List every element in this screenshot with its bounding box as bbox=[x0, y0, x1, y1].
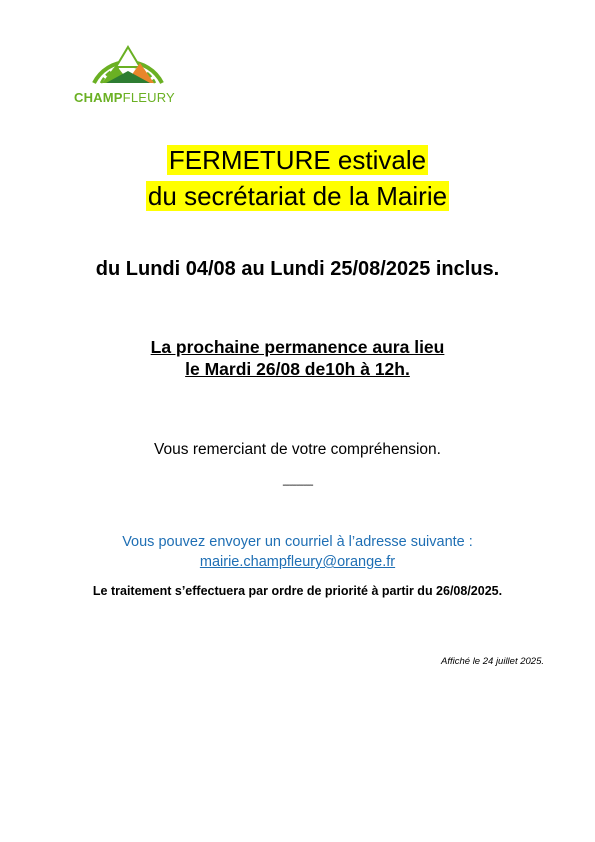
logo-emblem-icon bbox=[86, 33, 170, 87]
next-permanence bbox=[0, 336, 595, 380]
closure-dates: du Lundi 04/08 au Lundi 25/08/2025 inclus. bbox=[95, 258, 500, 280]
logo-text-fleury: FLEURY bbox=[122, 90, 175, 105]
notice-title bbox=[0, 142, 595, 214]
posted-date: Affiché le 24 juillet 2025. bbox=[441, 656, 544, 667]
champfleury-logo bbox=[74, 33, 182, 107]
permanence-line-1: La prochaine permanence aura lieu bbox=[150, 337, 445, 357]
treatment-note: Le traitement s’effectuera par ordre de priorité à partir du 26/08/2025. bbox=[92, 584, 503, 598]
permanence-line-2: le Mardi 26/08 de10h à 12h. bbox=[185, 359, 410, 379]
email-link[interactable]: mairie.champfleury@orange.fr bbox=[199, 554, 396, 570]
mail-section bbox=[0, 532, 595, 572]
logo-text bbox=[74, 90, 175, 105]
separator: ------------- bbox=[282, 480, 313, 491]
thanks-text: Vous remerciant de votre compréhension. bbox=[154, 441, 441, 458]
title-line-1: FERMETURE estivale bbox=[168, 145, 427, 175]
title-line-2: du secrétariat de la Mairie bbox=[147, 181, 448, 211]
logo-text-champ: CHAMP bbox=[74, 90, 123, 105]
mail-intro-text: Vous pouvez envoyer un courriel à l’adresse suivante : bbox=[122, 534, 473, 550]
